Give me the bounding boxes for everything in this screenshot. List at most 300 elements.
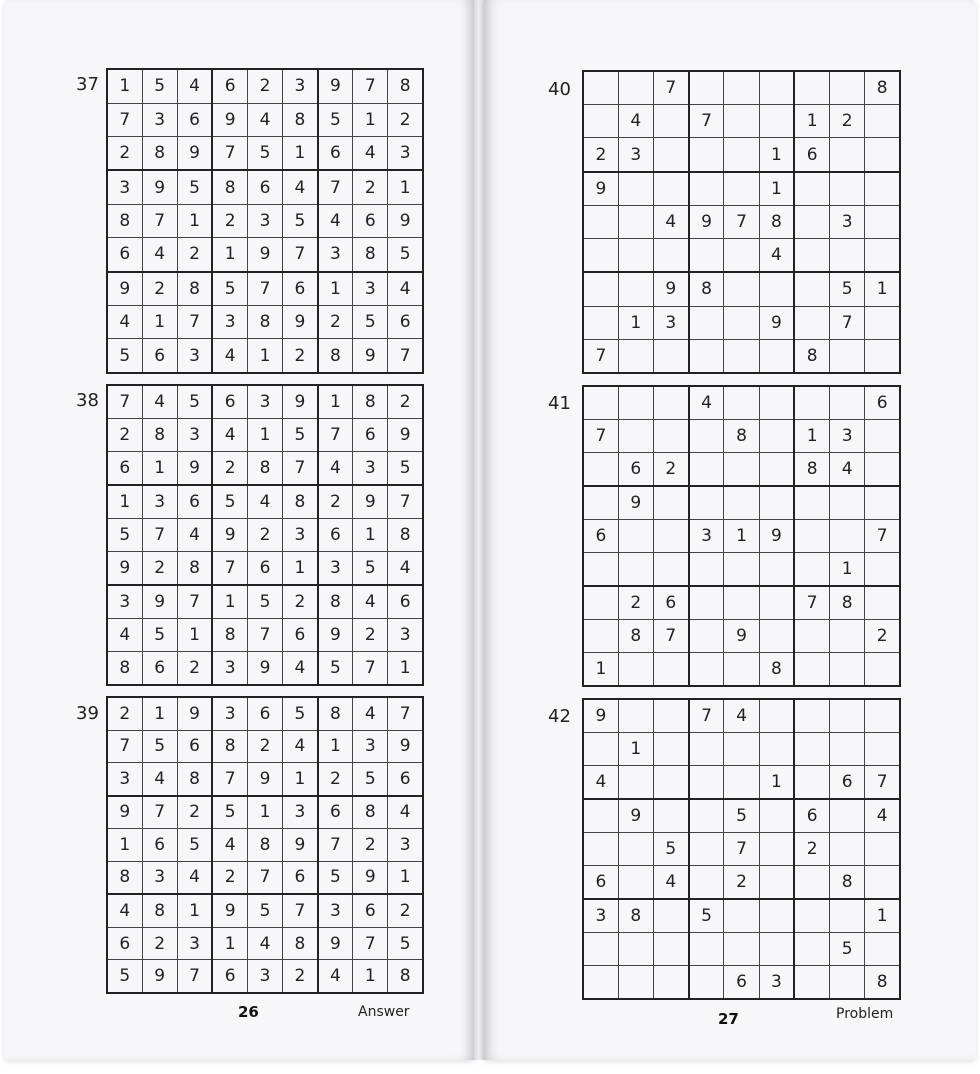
sudoku-cell: 9 xyxy=(353,861,388,894)
sudoku-cell: 2 xyxy=(177,796,212,829)
sudoku-row xyxy=(107,763,423,796)
sudoku-cell: 8 xyxy=(177,763,212,796)
sudoku-cell: 8 xyxy=(212,170,247,204)
sudoku-cell xyxy=(759,586,794,620)
sudoku-cell xyxy=(583,306,618,339)
sudoku-cell xyxy=(830,71,865,105)
sudoku-cell: 5 xyxy=(177,385,212,419)
sudoku-cell: 4 xyxy=(283,170,318,204)
sudoku-cell xyxy=(689,799,724,833)
sudoku-cell: 9 xyxy=(247,651,282,685)
sudoku-cell: 3 xyxy=(318,894,353,927)
sudoku-cell: 1 xyxy=(283,136,318,170)
sudoku-cell: 3 xyxy=(212,697,247,730)
sudoku-cell: 5 xyxy=(353,763,388,796)
sudoku-cell: 4 xyxy=(177,69,212,103)
sudoku-cell: 9 xyxy=(353,485,388,519)
sudoku-cell xyxy=(759,552,794,586)
sudoku-cell: 2 xyxy=(142,551,177,585)
sudoku-cell: 7 xyxy=(177,306,212,339)
sudoku-cell: 6 xyxy=(283,272,318,306)
sudoku-cell: 3 xyxy=(247,204,282,237)
sudoku-cell: 2 xyxy=(388,894,423,927)
sudoku-cell: 8 xyxy=(283,103,318,136)
sudoku-cell xyxy=(618,239,653,273)
sudoku-cell: 8 xyxy=(212,730,247,762)
sudoku-cell: 8 xyxy=(388,960,423,993)
sudoku-cell: 8 xyxy=(353,238,388,272)
sudoku-cell: 6 xyxy=(618,452,653,486)
sudoku-row xyxy=(583,865,900,899)
sudoku-cell: 4 xyxy=(689,386,724,420)
sudoku-cell xyxy=(653,965,688,999)
sudoku-row xyxy=(107,697,423,730)
sudoku-cell: 7 xyxy=(689,699,724,733)
sudoku-cell: 3 xyxy=(212,306,247,339)
sudoku-cell: 3 xyxy=(247,385,282,419)
sudoku-row xyxy=(107,103,423,136)
sudoku-cell xyxy=(653,520,688,553)
sudoku-cell xyxy=(794,386,829,420)
sudoku-cell: 6 xyxy=(177,103,212,136)
sudoku-cell xyxy=(583,239,618,273)
sudoku-cell xyxy=(830,339,865,373)
sudoku-cell: 7 xyxy=(283,451,318,485)
sudoku-cell xyxy=(653,386,688,420)
sudoku-cell xyxy=(865,172,900,206)
sudoku-cell: 3 xyxy=(830,420,865,453)
sudoku-answer-grid xyxy=(106,696,424,994)
sudoku-cell xyxy=(724,586,759,620)
sudoku-cell: 6 xyxy=(353,419,388,452)
sudoku-cell: 9 xyxy=(177,136,212,170)
sudoku-cell xyxy=(689,420,724,453)
sudoku-cell: 2 xyxy=(353,619,388,652)
sudoku-cell: 2 xyxy=(318,763,353,796)
sudoku-cell: 2 xyxy=(212,861,247,894)
sudoku-cell: 9 xyxy=(689,205,724,238)
sudoku-cell: 1 xyxy=(107,485,142,519)
sudoku-cell: 3 xyxy=(142,861,177,894)
sudoku-cell: 7 xyxy=(794,586,829,620)
sudoku-cell: 9 xyxy=(142,960,177,993)
sudoku-cell xyxy=(759,105,794,138)
sudoku-row xyxy=(107,960,423,993)
sudoku-cell: 4 xyxy=(388,796,423,829)
sudoku-cell: 1 xyxy=(142,451,177,485)
sudoku-cell xyxy=(830,486,865,520)
sudoku-cell: 9 xyxy=(388,204,423,237)
sudoku-cell: 9 xyxy=(177,697,212,730)
sudoku-cell: 4 xyxy=(107,306,142,339)
sudoku-cell: 4 xyxy=(353,697,388,730)
sudoku-cell: 3 xyxy=(212,651,247,685)
sudoku-cell xyxy=(759,799,794,833)
sudoku-cell: 1 xyxy=(283,551,318,585)
puzzle-number: 39 xyxy=(76,703,99,724)
sudoku-cell xyxy=(618,865,653,899)
sudoku-row xyxy=(583,699,900,733)
sudoku-cell: 2 xyxy=(177,238,212,272)
sudoku-row xyxy=(583,586,900,620)
sudoku-cell xyxy=(583,833,618,866)
sudoku-cell: 2 xyxy=(283,585,318,619)
sudoku-cell xyxy=(583,71,618,105)
sudoku-cell xyxy=(653,420,688,453)
sudoku-cell: 6 xyxy=(388,763,423,796)
sudoku-cell xyxy=(724,899,759,933)
sudoku-row xyxy=(107,451,423,485)
sudoku-cell: 6 xyxy=(794,799,829,833)
sudoku-cell: 2 xyxy=(583,138,618,172)
sudoku-cell: 9 xyxy=(618,486,653,520)
sudoku-cell: 3 xyxy=(759,965,794,999)
sudoku-cell: 3 xyxy=(107,585,142,619)
sudoku-cell xyxy=(830,652,865,686)
sudoku-cell xyxy=(830,172,865,206)
sudoku-cell: 6 xyxy=(724,965,759,999)
sudoku-cell: 6 xyxy=(830,765,865,799)
sudoku-cell: 9 xyxy=(388,730,423,762)
sudoku-problem-grid xyxy=(582,698,901,1000)
sudoku-cell xyxy=(724,765,759,799)
sudoku-row xyxy=(583,205,900,238)
section-label: Problem xyxy=(836,1006,894,1022)
sudoku-cell xyxy=(583,386,618,420)
sudoku-cell: 4 xyxy=(107,894,142,927)
sudoku-cell xyxy=(618,205,653,238)
sudoku-cell xyxy=(759,71,794,105)
sudoku-cell xyxy=(724,933,759,966)
sudoku-cell: 7 xyxy=(142,204,177,237)
puzzle-number: 38 xyxy=(76,390,99,411)
sudoku-cell: 5 xyxy=(318,861,353,894)
sudoku-cell: 1 xyxy=(318,272,353,306)
sudoku-cell xyxy=(689,765,724,799)
sudoku-cell: 3 xyxy=(353,272,388,306)
sudoku-cell xyxy=(689,652,724,686)
sudoku-row xyxy=(583,520,900,553)
sudoku-cell: 8 xyxy=(107,651,142,685)
sudoku-cell xyxy=(794,733,829,766)
sudoku-cell: 4 xyxy=(107,619,142,652)
sudoku-cell xyxy=(865,105,900,138)
sudoku-cell xyxy=(830,386,865,420)
sudoku-row xyxy=(583,105,900,138)
sudoku-cell xyxy=(830,965,865,999)
sudoku-cell: 3 xyxy=(388,619,423,652)
sudoku-cell xyxy=(794,699,829,733)
sudoku-cell: 1 xyxy=(865,899,900,933)
sudoku-cell: 3 xyxy=(353,451,388,485)
sudoku-cell: 1 xyxy=(142,697,177,730)
sudoku-cell: 4 xyxy=(177,861,212,894)
sudoku-cell: 2 xyxy=(318,306,353,339)
sudoku-row xyxy=(583,272,900,306)
sudoku-cell xyxy=(865,552,900,586)
sudoku-cell xyxy=(653,733,688,766)
sudoku-cell: 5 xyxy=(318,651,353,685)
sudoku-cell xyxy=(724,272,759,306)
sudoku-cell: 6 xyxy=(388,585,423,619)
sudoku-cell: 3 xyxy=(583,899,618,933)
sudoku-cell: 4 xyxy=(247,103,282,136)
sudoku-cell xyxy=(830,520,865,553)
sudoku-cell xyxy=(794,486,829,520)
sudoku-cell: 7 xyxy=(653,620,688,653)
sudoku-cell xyxy=(583,799,618,833)
sudoku-cell: 6 xyxy=(318,519,353,552)
sudoku-cell: 8 xyxy=(353,796,388,829)
sudoku-cell: 6 xyxy=(107,238,142,272)
sudoku-cell xyxy=(618,71,653,105)
sudoku-row xyxy=(107,485,423,519)
sudoku-row xyxy=(107,136,423,170)
puzzle-number: 37 xyxy=(76,74,99,95)
sudoku-cell: 5 xyxy=(689,899,724,933)
sudoku-cell: 2 xyxy=(212,451,247,485)
sudoku-cell: 1 xyxy=(388,170,423,204)
sudoku-cell: 7 xyxy=(283,238,318,272)
sudoku-cell: 1 xyxy=(618,733,653,766)
sudoku-cell xyxy=(794,620,829,653)
sudoku-cell: 7 xyxy=(830,306,865,339)
sudoku-cell: 9 xyxy=(247,763,282,796)
sudoku-cell xyxy=(794,652,829,686)
sudoku-cell: 3 xyxy=(830,205,865,238)
sudoku-cell: 5 xyxy=(142,730,177,762)
sudoku-cell: 8 xyxy=(759,652,794,686)
sudoku-cell: 3 xyxy=(283,519,318,552)
sudoku-cell: 6 xyxy=(283,861,318,894)
sudoku-cell: 1 xyxy=(759,765,794,799)
sudoku-cell xyxy=(794,520,829,553)
sudoku-cell: 8 xyxy=(830,586,865,620)
sudoku-row xyxy=(583,620,900,653)
sudoku-cell: 9 xyxy=(759,520,794,553)
sudoku-cell: 4 xyxy=(318,204,353,237)
sudoku-cell: 9 xyxy=(283,385,318,419)
sudoku-cell: 5 xyxy=(353,551,388,585)
sudoku-cell xyxy=(865,452,900,486)
sudoku-cell: 1 xyxy=(107,69,142,103)
sudoku-cell: 1 xyxy=(283,763,318,796)
puzzle-number: 41 xyxy=(548,393,571,414)
sudoku-cell: 5 xyxy=(247,136,282,170)
sudoku-cell: 6 xyxy=(353,894,388,927)
sudoku-cell: 8 xyxy=(865,965,900,999)
sudoku-cell xyxy=(583,965,618,999)
sudoku-row xyxy=(107,519,423,552)
sudoku-cell xyxy=(689,620,724,653)
sudoku-cell: 3 xyxy=(618,138,653,172)
sudoku-cell xyxy=(759,899,794,933)
sudoku-cell xyxy=(865,205,900,238)
sudoku-cell: 6 xyxy=(247,697,282,730)
sudoku-cell: 4 xyxy=(247,927,282,959)
sudoku-cell xyxy=(618,765,653,799)
sudoku-cell xyxy=(653,172,688,206)
sudoku-cell: 4 xyxy=(865,799,900,833)
sudoku-cell: 7 xyxy=(353,69,388,103)
sudoku-cell: 4 xyxy=(212,829,247,861)
sudoku-cell: 9 xyxy=(212,103,247,136)
sudoku-cell xyxy=(759,339,794,373)
sudoku-row xyxy=(583,386,900,420)
sudoku-cell: 9 xyxy=(177,451,212,485)
sudoku-row xyxy=(107,796,423,829)
sudoku-cell xyxy=(759,272,794,306)
sudoku-cell: 9 xyxy=(653,272,688,306)
sudoku-cell: 1 xyxy=(724,520,759,553)
sudoku-cell: 2 xyxy=(865,620,900,653)
sudoku-cell: 1 xyxy=(177,894,212,927)
sudoku-cell: 8 xyxy=(142,894,177,927)
sudoku-cell: 9 xyxy=(583,699,618,733)
sudoku-cell: 4 xyxy=(212,419,247,452)
sudoku-cell xyxy=(759,699,794,733)
sudoku-cell: 3 xyxy=(177,339,212,373)
sudoku-cell xyxy=(689,452,724,486)
sudoku-cell: 6 xyxy=(583,520,618,553)
sudoku-cell: 6 xyxy=(388,306,423,339)
sudoku-cell xyxy=(724,386,759,420)
sudoku-cell: 5 xyxy=(653,833,688,866)
sudoku-cell xyxy=(653,486,688,520)
sudoku-cell xyxy=(653,339,688,373)
sudoku-cell: 9 xyxy=(759,306,794,339)
sudoku-cell: 2 xyxy=(107,419,142,452)
sudoku-cell: 7 xyxy=(107,730,142,762)
sudoku-cell: 1 xyxy=(388,651,423,685)
sudoku-cell: 8 xyxy=(353,385,388,419)
sudoku-cell: 4 xyxy=(177,519,212,552)
sudoku-cell xyxy=(794,899,829,933)
sudoku-cell xyxy=(583,205,618,238)
sudoku-cell: 6 xyxy=(865,386,900,420)
sudoku-row xyxy=(583,71,900,105)
sudoku-cell: 9 xyxy=(107,796,142,829)
sudoku-cell: 6 xyxy=(142,829,177,861)
sudoku-cell xyxy=(865,833,900,866)
sudoku-cell: 6 xyxy=(107,451,142,485)
sudoku-row xyxy=(583,833,900,866)
sudoku-cell: 7 xyxy=(212,763,247,796)
sudoku-cell: 1 xyxy=(212,585,247,619)
sudoku-cell: 1 xyxy=(794,105,829,138)
sudoku-cell xyxy=(759,833,794,866)
sudoku-cell xyxy=(689,552,724,586)
sudoku-cell: 8 xyxy=(107,204,142,237)
sudoku-cell: 7 xyxy=(388,339,423,373)
sudoku-cell xyxy=(794,306,829,339)
sudoku-cell: 6 xyxy=(283,619,318,652)
sudoku-cell: 6 xyxy=(142,651,177,685)
sudoku-cell: 6 xyxy=(583,865,618,899)
sudoku-cell: 7 xyxy=(247,619,282,652)
sudoku-row xyxy=(107,651,423,685)
sudoku-row xyxy=(583,733,900,766)
sudoku-cell: 8 xyxy=(794,339,829,373)
sudoku-cell xyxy=(724,552,759,586)
sudoku-row xyxy=(107,730,423,762)
sudoku-cell: 1 xyxy=(142,306,177,339)
sudoku-cell: 3 xyxy=(318,238,353,272)
sudoku-cell: 9 xyxy=(618,799,653,833)
sudoku-cell xyxy=(618,172,653,206)
sudoku-cell: 2 xyxy=(353,829,388,861)
sudoku-cell xyxy=(689,239,724,273)
sudoku-cell: 7 xyxy=(388,485,423,519)
sudoku-cell: 6 xyxy=(212,69,247,103)
sudoku-cell xyxy=(583,272,618,306)
sudoku-cell: 7 xyxy=(212,551,247,585)
sudoku-cell: 5 xyxy=(107,339,142,373)
sudoku-row xyxy=(583,420,900,453)
sudoku-cell xyxy=(794,71,829,105)
sudoku-cell: 2 xyxy=(212,204,247,237)
sudoku-cell: 1 xyxy=(247,339,282,373)
sudoku-cell xyxy=(794,933,829,966)
sudoku-row xyxy=(583,965,900,999)
sudoku-cell: 7 xyxy=(107,385,142,419)
sudoku-cell: 1 xyxy=(177,619,212,652)
sudoku-cell: 1 xyxy=(759,138,794,172)
sudoku-cell xyxy=(724,339,759,373)
sudoku-cell xyxy=(865,652,900,686)
sudoku-cell xyxy=(865,733,900,766)
sudoku-cell: 6 xyxy=(177,485,212,519)
sudoku-cell: 9 xyxy=(142,585,177,619)
sudoku-cell: 9 xyxy=(724,620,759,653)
sudoku-cell xyxy=(583,105,618,138)
sudoku-cell: 3 xyxy=(142,485,177,519)
sudoku-cell xyxy=(830,899,865,933)
sudoku-cell: 3 xyxy=(353,730,388,762)
sudoku-cell xyxy=(759,620,794,653)
sudoku-cell: 9 xyxy=(583,172,618,206)
page-number: 26 xyxy=(238,1003,259,1021)
sudoku-cell: 2 xyxy=(318,485,353,519)
sudoku-cell: 2 xyxy=(794,833,829,866)
sudoku-cell: 8 xyxy=(865,71,900,105)
sudoku-cell: 5 xyxy=(212,796,247,829)
sudoku-cell: 5 xyxy=(212,485,247,519)
sudoku-cell: 7 xyxy=(318,419,353,452)
sudoku-cell: 8 xyxy=(388,519,423,552)
sudoku-cell xyxy=(794,552,829,586)
sudoku-cell: 1 xyxy=(177,204,212,237)
sudoku-cell xyxy=(618,420,653,453)
sudoku-cell: 2 xyxy=(142,927,177,959)
sudoku-cell: 2 xyxy=(724,865,759,899)
sudoku-cell xyxy=(794,865,829,899)
sudoku-row xyxy=(107,585,423,619)
sudoku-cell: 1 xyxy=(865,272,900,306)
sudoku-row xyxy=(107,829,423,861)
sudoku-cell xyxy=(759,865,794,899)
sudoku-cell: 1 xyxy=(388,861,423,894)
sudoku-cell xyxy=(830,733,865,766)
sudoku-cell: 7 xyxy=(865,520,900,553)
sudoku-cell xyxy=(865,420,900,453)
sudoku-cell: 4 xyxy=(830,452,865,486)
sudoku-cell: 6 xyxy=(318,136,353,170)
sudoku-cell xyxy=(865,699,900,733)
sudoku-cell: 1 xyxy=(318,385,353,419)
sudoku-cell xyxy=(583,552,618,586)
sudoku-cell: 1 xyxy=(247,419,282,452)
